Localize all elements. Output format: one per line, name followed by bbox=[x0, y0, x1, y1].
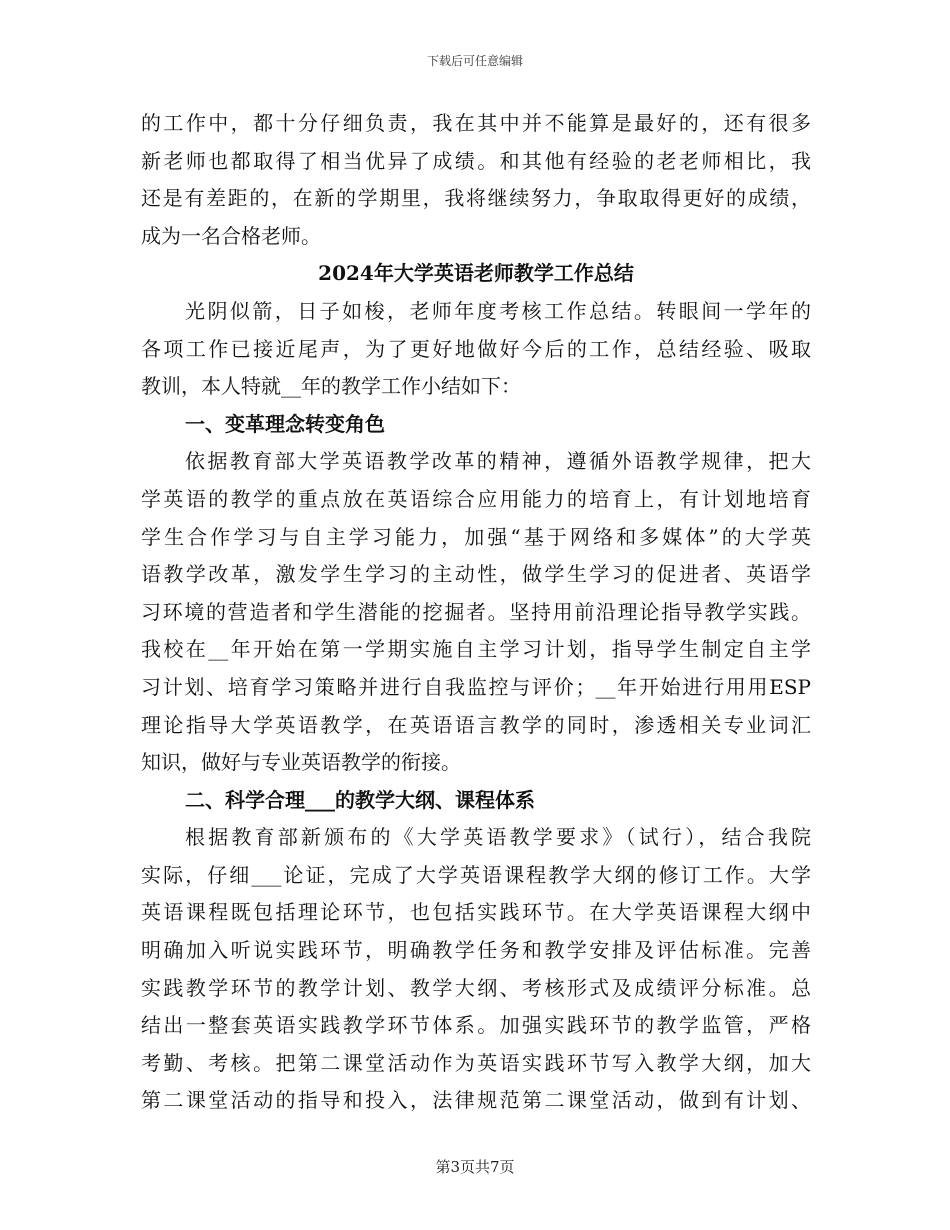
text-line: 实践教学环节的教学计划、教学大纲、考核形式及成绩评分标准。总 bbox=[141, 975, 811, 1000]
text-line: 考勤、考核。把第二课堂活动作为英语实践环节写入教学大纲，加大 bbox=[141, 1050, 811, 1075]
text-line: 知识，做好与专业英语教学的衔接。 bbox=[141, 750, 461, 775]
text-line: 还是有差距的，在新的学期里，我将继续努力，争取取得更好的成绩， bbox=[141, 186, 811, 211]
text-line: 根据教育部新颁布的《大学英语教学要求》（试行），结合我院 bbox=[185, 825, 811, 850]
page-header-note: 下载后可任意编辑 bbox=[426, 54, 523, 68]
text-line: 的工作中，都十分仔细负责，我在其中并不能算是最好的，还有很多 bbox=[141, 111, 811, 135]
text-line: 依据教育部大学英语教学改革的精神，遵循外语教学规律，把大 bbox=[185, 449, 811, 474]
text-line: 英语课程既包括理论环节，也包括实践环节。在大学英语课程大纲中 bbox=[141, 900, 811, 925]
text-line: 习环境的营造者和学生潜能的挖掘者。坚持用前沿理论指导教学实践。 bbox=[141, 599, 811, 624]
text-line: 新老师也都取得了相当优异了成绩。和其他有经验的老老师相比，我 bbox=[141, 148, 811, 173]
text-line: 教训，本人特就__年的教学工作小结如下： bbox=[141, 374, 521, 399]
text-line: 光阴似箭，日子如梭，老师年度考核工作总结。转眼间一学年的 bbox=[185, 298, 811, 323]
text-line: 实际，仔细___论证，完成了大学英语课程教学大纲的修订工作。大学 bbox=[141, 862, 811, 887]
page-number: 第3页共7页 bbox=[435, 1158, 515, 1176]
text-line: 语教学改革，激发学生学习的主动性，做学生学习的促进者、英语学 bbox=[141, 562, 811, 587]
subheading: 一、变革理念转变角色 bbox=[185, 411, 385, 436]
document-body bbox=[141, 105, 811, 1120]
text-line: 结出一整套英语实践教学环节体系。加强实践环节的教学监管，严格 bbox=[141, 1013, 811, 1038]
subheading: 二、科学合理___的教学大纲、课程体系 bbox=[185, 787, 535, 812]
text-line: 学生合作学习与自主学习能力，加强“基于网络和多媒体”的大学英 bbox=[141, 524, 811, 549]
text-line: 理论指导大学英语教学，在英语语言教学的同时，渗透相关专业词汇 bbox=[141, 712, 811, 737]
text-line: 学英语的教学的重点放在英语综合应用能力的培育上，有计划地培育 bbox=[141, 486, 811, 511]
text-line: 成为一名合格老师。 bbox=[141, 223, 321, 248]
text-line: 习计划、培育学习策略并进行自我监控与评价；__年开始进行用用ESP bbox=[141, 674, 811, 699]
text-line: 明确加入听说实践环节，明确教学任务和教学安排及评估标准。完善 bbox=[141, 938, 811, 963]
text-line: 我校在__年开始在第一学期实施自主学习计划，指导学生制定自主学 bbox=[141, 637, 811, 662]
text-line: 各项工作已接近尾声，为了更好地做好今后的工作，总结经验、吸取 bbox=[141, 336, 811, 361]
text-line: 第二课堂活动的指导和投入，法律规范第二课堂活动，做到有计划、 bbox=[141, 1088, 811, 1113]
section-title: 2024年大学英语老师教学工作总结 bbox=[318, 261, 634, 286]
